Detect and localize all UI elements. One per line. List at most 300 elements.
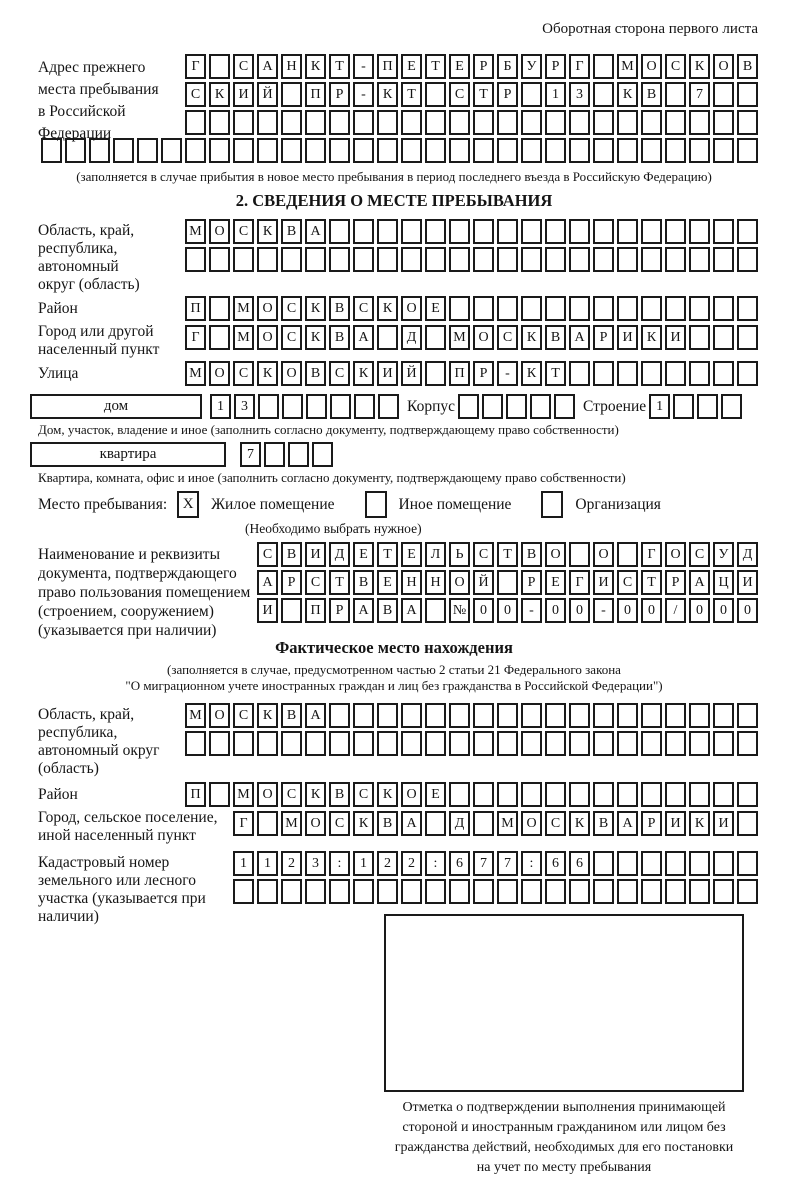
char-box: Р: [473, 54, 494, 79]
char-box: [401, 219, 422, 244]
char-box: 1: [210, 394, 231, 419]
char-box: К: [377, 782, 398, 807]
ownership-document-rows: [257, 542, 758, 623]
char-box: 1: [233, 851, 254, 876]
prev-address-rows: [185, 54, 758, 135]
char-box: [737, 325, 758, 350]
char-box: [713, 879, 734, 904]
char-box: А: [353, 598, 374, 623]
char-box: [545, 782, 566, 807]
char-box: [305, 110, 326, 135]
char-box: [377, 247, 398, 272]
char-box: К: [305, 325, 326, 350]
char-box: 2: [401, 851, 422, 876]
char-box: -: [593, 598, 614, 623]
char-box: [593, 219, 614, 244]
city-cells: [185, 325, 758, 350]
char-box: С: [449, 82, 470, 107]
char-box: 3: [234, 394, 255, 419]
char-box: М: [281, 811, 302, 836]
char-box: [617, 851, 638, 876]
char-box: О: [257, 325, 278, 350]
char-box: К: [569, 811, 590, 836]
char-box: Н: [281, 54, 302, 79]
region-label: Область, край, республика, автономный округ (область): [38, 222, 140, 293]
char-box: К: [689, 811, 710, 836]
char-box: [377, 325, 398, 350]
char-box: [617, 542, 638, 567]
char-box: [593, 54, 614, 79]
char-box: [617, 361, 638, 386]
char-box: [617, 110, 638, 135]
char-box: Ь: [449, 542, 470, 567]
char-box: В: [281, 703, 302, 728]
char-box: М: [233, 296, 254, 321]
char-box: [209, 731, 230, 756]
actual-region-rows: [185, 703, 758, 756]
char-box: 0: [569, 598, 590, 623]
char-box: [641, 731, 662, 756]
residential-premises-checkbox: X: [177, 491, 199, 518]
char-box: М: [185, 219, 206, 244]
char-box: Т: [473, 82, 494, 107]
char-box: [689, 138, 710, 163]
char-box: И: [665, 325, 686, 350]
char-box: [665, 82, 686, 107]
city-label: Город или другой населенный пункт: [38, 323, 160, 358]
char-box: [665, 879, 686, 904]
char-box: А: [257, 570, 278, 595]
char-box: [521, 219, 542, 244]
stamp-caption-line-1: Отметка о подтверждении выполнения принимающей: [402, 1100, 726, 1115]
char-box: П: [377, 54, 398, 79]
char-box: [449, 247, 470, 272]
char-box: [689, 247, 710, 272]
char-box: [329, 138, 350, 163]
char-box: [449, 296, 470, 321]
char-box: 0: [545, 598, 566, 623]
char-box: [353, 219, 374, 244]
char-box: [353, 247, 374, 272]
char-box: Д: [329, 542, 350, 567]
char-box: [713, 296, 734, 321]
char-box: [312, 442, 333, 467]
char-box: [737, 138, 758, 163]
char-box: К: [617, 82, 638, 107]
char-box: [665, 110, 686, 135]
char-box: [569, 879, 590, 904]
char-box: Р: [545, 54, 566, 79]
actual-city-label: Город, сельское поселение, иной населенный пункт: [38, 809, 218, 844]
char-box: [282, 394, 303, 419]
char-box: В: [377, 811, 398, 836]
house-box-label: дом: [30, 394, 202, 419]
char-box: [233, 247, 254, 272]
prev-address-row-1: [185, 54, 758, 79]
char-box: [593, 731, 614, 756]
street-cells: [185, 361, 758, 386]
char-box: [521, 138, 542, 163]
prev-address-block: [30, 54, 758, 142]
char-box: [281, 598, 302, 623]
char-box: С: [305, 570, 326, 595]
char-box: [545, 219, 566, 244]
actual-region-label: Область, край, республика, автономный округ (область): [38, 706, 160, 777]
char-box: И: [713, 811, 734, 836]
char-box: Д: [737, 542, 758, 567]
char-box: [569, 247, 590, 272]
char-box: [593, 82, 614, 107]
korpus-label: Корпус: [407, 398, 455, 415]
char-box: О: [257, 296, 278, 321]
char-box: [665, 361, 686, 386]
char-box: Е: [449, 54, 470, 79]
char-box: [593, 851, 614, 876]
char-box: [353, 110, 374, 135]
char-box: [665, 138, 686, 163]
char-box: С: [497, 325, 518, 350]
char-box: Й: [473, 570, 494, 595]
char-box: :: [329, 851, 350, 876]
char-box: О: [545, 542, 566, 567]
char-box: [329, 247, 350, 272]
char-box: Т: [377, 542, 398, 567]
char-box: [641, 219, 662, 244]
char-box: К: [689, 54, 710, 79]
char-box: К: [521, 361, 542, 386]
char-box: [281, 138, 302, 163]
char-box: Е: [377, 570, 398, 595]
char-box: [593, 138, 614, 163]
char-box: 0: [737, 598, 758, 623]
char-box: [425, 879, 446, 904]
char-box: К: [377, 82, 398, 107]
char-box: С: [665, 54, 686, 79]
char-box: [617, 138, 638, 163]
char-box: [449, 731, 470, 756]
char-box: С: [257, 542, 278, 567]
char-box: В: [281, 219, 302, 244]
ownership-document-block: [30, 542, 758, 639]
char-box: 1: [257, 851, 278, 876]
char-box: [449, 219, 470, 244]
char-box: [737, 361, 758, 386]
char-box: [617, 703, 638, 728]
actual-district-cells: [185, 782, 758, 807]
char-box: [377, 879, 398, 904]
char-box: [737, 296, 758, 321]
char-box: М: [617, 54, 638, 79]
char-box: [593, 361, 614, 386]
char-box: [569, 296, 590, 321]
char-box: А: [617, 811, 638, 836]
registration-mark-area: [370, 914, 758, 1178]
char-box: К: [257, 219, 278, 244]
char-box: А: [401, 811, 422, 836]
apartment-box-label: квартира: [30, 442, 226, 467]
char-box: [458, 394, 479, 419]
char-box: Р: [473, 361, 494, 386]
char-box: [497, 703, 518, 728]
char-box: 6: [569, 851, 590, 876]
char-box: [737, 811, 758, 836]
char-box: П: [449, 361, 470, 386]
char-box: К: [257, 703, 278, 728]
char-box: [506, 394, 527, 419]
char-box: 0: [497, 598, 518, 623]
char-box: М: [497, 811, 518, 836]
district-cells: [185, 296, 758, 321]
char-box: [521, 82, 542, 107]
char-box: [569, 219, 590, 244]
char-box: [593, 782, 614, 807]
char-box: [530, 394, 551, 419]
char-box: [569, 110, 590, 135]
ownership-document-row-1: [257, 542, 758, 567]
char-box: [209, 782, 230, 807]
cadastral-number-row-1: [233, 851, 758, 876]
actual-region-row-1: [185, 703, 758, 728]
char-box: [264, 442, 285, 467]
char-box: [425, 219, 446, 244]
char-box: Г: [569, 570, 590, 595]
char-box: [482, 394, 503, 419]
char-box: [281, 110, 302, 135]
char-box: [209, 296, 230, 321]
char-box: С: [353, 782, 374, 807]
stamp-caption-line-2: стороной и иностранным гражданином или лицом без: [402, 1120, 726, 1135]
region-row-1: [185, 219, 758, 244]
char-box: [713, 731, 734, 756]
char-box: [641, 247, 662, 272]
char-box: [593, 110, 614, 135]
char-box: [521, 782, 542, 807]
char-box: О: [665, 542, 686, 567]
char-box: В: [329, 296, 350, 321]
char-box: [713, 219, 734, 244]
char-box: [689, 703, 710, 728]
char-box: [425, 138, 446, 163]
actual-city-row: [30, 809, 758, 844]
char-box: [401, 703, 422, 728]
char-box: С: [617, 570, 638, 595]
char-box: -: [353, 82, 374, 107]
char-box: [617, 782, 638, 807]
char-box: [665, 782, 686, 807]
char-box: [713, 782, 734, 807]
char-box: 2: [281, 851, 302, 876]
char-box: [569, 731, 590, 756]
char-box: 2: [377, 851, 398, 876]
char-box: [209, 247, 230, 272]
char-box: [641, 851, 662, 876]
char-box: [689, 219, 710, 244]
char-box: И: [305, 542, 326, 567]
char-box: [617, 296, 638, 321]
char-box: [641, 879, 662, 904]
char-box: [353, 703, 374, 728]
char-box: [473, 247, 494, 272]
char-box: Г: [185, 325, 206, 350]
char-box: [233, 879, 254, 904]
char-box: 1: [649, 394, 670, 419]
registration-mark-caption: [370, 1098, 758, 1178]
char-box: [257, 731, 278, 756]
char-box: [425, 325, 446, 350]
char-box: [401, 138, 422, 163]
char-box: Ц: [713, 570, 734, 595]
char-box: [473, 811, 494, 836]
char-box: И: [233, 82, 254, 107]
prev-address-row-2: [185, 82, 758, 107]
section2-title: 2. СВЕДЕНИЯ О МЕСТЕ ПРЕБЫВАНИЯ: [235, 191, 553, 210]
char-box: И: [617, 325, 638, 350]
char-box: [737, 703, 758, 728]
actual-location-note-2: "О миграционном учете иностранных граждан и лиц без гражданства в Российской Федерации"): [125, 678, 663, 693]
char-box: [665, 703, 686, 728]
street-label: Улица: [38, 365, 79, 382]
stay-type-row: [30, 491, 758, 518]
char-box: [713, 325, 734, 350]
char-box: -: [497, 361, 518, 386]
char-box: [713, 851, 734, 876]
char-box: [257, 879, 278, 904]
actual-district-row: [30, 782, 758, 807]
char-box: [401, 879, 422, 904]
char-box: [593, 703, 614, 728]
char-box: [641, 703, 662, 728]
char-box: 7: [240, 442, 261, 467]
char-box: [288, 442, 309, 467]
char-box: О: [713, 54, 734, 79]
char-box: [425, 82, 446, 107]
char-box: С: [545, 811, 566, 836]
char-box: [713, 82, 734, 107]
char-box: [425, 731, 446, 756]
char-box: [185, 138, 206, 163]
char-box: Т: [641, 570, 662, 595]
char-box: [737, 110, 758, 135]
char-box: Г: [569, 54, 590, 79]
char-box: 0: [473, 598, 494, 623]
residential-premises-label: Жилое помещение: [211, 495, 335, 513]
char-box: [689, 325, 710, 350]
char-box: В: [281, 542, 302, 567]
char-box: К: [305, 296, 326, 321]
char-box: -: [353, 54, 374, 79]
ownership-document-label: Наименование и реквизиты документа, подтверждающего право пользования помещением (строением, сооружением) (указывается при наличии): [38, 546, 251, 639]
char-box: 7: [497, 851, 518, 876]
char-box: В: [593, 811, 614, 836]
char-box: С: [353, 296, 374, 321]
char-box: О: [473, 325, 494, 350]
char-box: [425, 811, 446, 836]
char-box: [497, 138, 518, 163]
char-box: [641, 782, 662, 807]
char-box: И: [665, 811, 686, 836]
char-box: [449, 782, 470, 807]
char-box: [425, 598, 446, 623]
char-box: [569, 542, 590, 567]
char-box: 6: [545, 851, 566, 876]
apartment-row: [30, 442, 758, 467]
char-box: В: [329, 782, 350, 807]
registration-mark-box: [384, 914, 744, 1092]
char-box: С: [473, 542, 494, 567]
cadastral-number-label: Кадастровый номер земельного или лесного участка (указывается при наличии): [38, 854, 206, 925]
organization-checkbox: [541, 491, 563, 518]
char-box: А: [305, 703, 326, 728]
stay-type-label: Место пребывания:: [38, 495, 168, 513]
char-box: [281, 247, 302, 272]
char-box: Й: [401, 361, 422, 386]
char-box: [377, 703, 398, 728]
korpus-cells: [458, 394, 575, 419]
char-box: [497, 731, 518, 756]
organization-label: Организация: [575, 495, 661, 513]
stroenie-label: Строение: [583, 398, 647, 415]
char-box: И: [737, 570, 758, 595]
char-box: М: [185, 361, 206, 386]
char-box: [545, 296, 566, 321]
char-box: [330, 394, 351, 419]
other-premises-label: Иное помещение: [398, 495, 512, 513]
stroenie-cells: [649, 394, 742, 419]
char-box: [329, 219, 350, 244]
char-box: С: [233, 54, 254, 79]
char-box: 7: [473, 851, 494, 876]
char-box: Р: [641, 811, 662, 836]
char-box: К: [353, 361, 374, 386]
char-box: [497, 219, 518, 244]
char-box: [665, 219, 686, 244]
char-box: К: [377, 296, 398, 321]
char-box: Т: [329, 54, 350, 79]
char-box: [737, 851, 758, 876]
char-box: О: [449, 570, 470, 595]
ownership-document-row-3: [257, 598, 758, 623]
char-box: [617, 879, 638, 904]
char-box: :: [521, 851, 542, 876]
char-box: [737, 879, 758, 904]
char-box: [209, 138, 230, 163]
char-box: П: [185, 782, 206, 807]
char-box: [641, 138, 662, 163]
char-box: [713, 361, 734, 386]
char-box: [545, 110, 566, 135]
char-box: [378, 394, 399, 419]
char-box: [665, 296, 686, 321]
char-box: [689, 782, 710, 807]
char-box: [713, 138, 734, 163]
region-row-2: [185, 247, 758, 272]
ownership-document-row-2: [257, 570, 758, 595]
other-premises-checkbox: [365, 491, 387, 518]
char-box: В: [353, 570, 374, 595]
char-box: [665, 731, 686, 756]
char-box: [425, 110, 446, 135]
char-box: С: [233, 219, 254, 244]
char-box: [305, 138, 326, 163]
char-box: Е: [425, 296, 446, 321]
char-box: [521, 110, 542, 135]
char-box: [233, 731, 254, 756]
char-box: В: [329, 325, 350, 350]
char-box: [617, 247, 638, 272]
char-box: [713, 110, 734, 135]
char-box: [689, 879, 710, 904]
char-box: [306, 394, 327, 419]
